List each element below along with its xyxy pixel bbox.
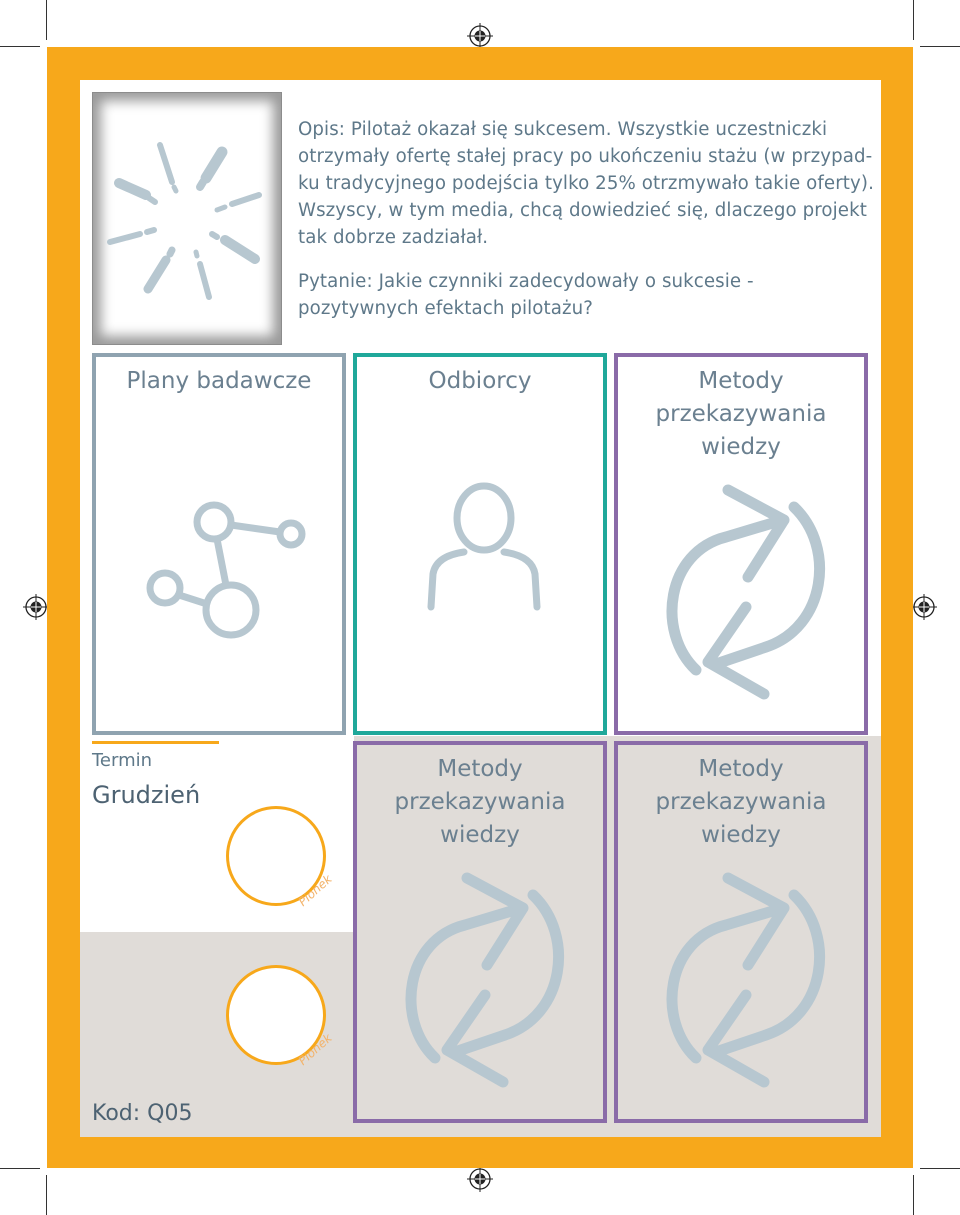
crop-mark — [913, 0, 914, 40]
description-block — [298, 116, 874, 322]
crop-mark — [913, 1175, 914, 1215]
thumbnail-image — [92, 92, 282, 345]
person-icon — [422, 482, 546, 612]
pionek-label: Pionek — [295, 1030, 335, 1068]
registration-mark-icon — [23, 594, 49, 620]
crop-mark — [46, 1175, 47, 1215]
box-metody-przekazywania-wiedzy[interactable] — [614, 741, 868, 1123]
box-title: Odbiorcy — [428, 368, 532, 394]
refresh-arrows-icon — [666, 870, 826, 1090]
crop-mark — [46, 0, 47, 40]
description-text: Opis: Pilotaż okazał się sukcesem. Wszystkie uczestniczki otrzymały ofertę stałej pracy po ukończeniu stażu (w przypad-ku tradycyjnego podejścia tylko 25% otrzmywało takie oferty). Wszyscy, w tym media, chcą dowiedzieć się, dlaczego projekt tak dobrze zadziałał. — [298, 119, 874, 248]
box-title: Plany badawcze — [126, 368, 312, 394]
termin-label: Termin — [92, 750, 153, 771]
refresh-arrows-icon — [666, 482, 826, 702]
network-icon — [136, 492, 316, 642]
refresh-arrows-icon — [405, 870, 565, 1090]
box-metody-przekazywania-wiedzy[interactable] — [614, 353, 868, 735]
pionek-label: Pionek — [295, 871, 335, 909]
crop-mark — [0, 46, 40, 47]
card-code: Kod: Q05 — [92, 1101, 193, 1126]
burst-icon — [92, 92, 282, 345]
question-text: Pytanie: Jakie czynniki zadecydowały o sukcesie - pozytywnych efektach pilotażu? — [298, 271, 754, 319]
crop-mark — [920, 1168, 960, 1169]
registration-mark-icon — [911, 594, 937, 620]
registration-mark-icon — [467, 23, 493, 49]
termin-value: Grudzień — [92, 781, 201, 809]
box-title: Metody przekazywania wiedzy — [655, 368, 827, 460]
box-odbiorcy[interactable] — [353, 353, 607, 735]
crop-mark — [920, 46, 960, 47]
box-metody-przekazywania-wiedzy[interactable] — [353, 741, 607, 1123]
termin-divider — [92, 741, 219, 744]
box-title: Metody przekazywania wiedzy — [394, 756, 566, 848]
registration-mark-icon — [467, 1166, 493, 1192]
box-title: Metody przekazywania wiedzy — [655, 756, 827, 848]
box-plany-badawcze[interactable] — [92, 353, 346, 735]
crop-mark — [0, 1168, 40, 1169]
